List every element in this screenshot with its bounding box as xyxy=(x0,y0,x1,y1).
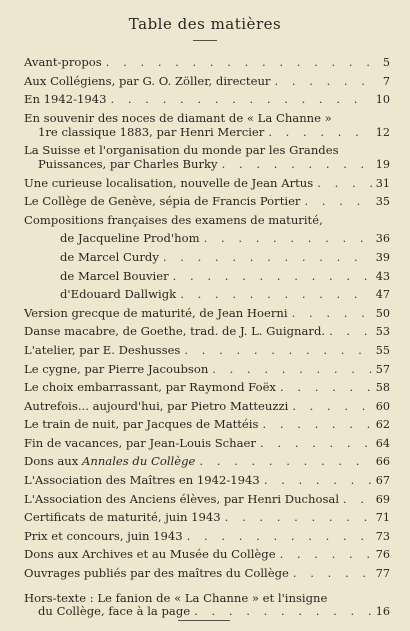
toc-entry-title: Puissances, par Charles Burky xyxy=(38,157,218,171)
page-number: 31 xyxy=(375,176,390,190)
leader-dots xyxy=(180,288,372,302)
page-number: 7 xyxy=(382,74,390,88)
leader-dots xyxy=(274,75,372,89)
toc-entry xyxy=(24,307,390,321)
page-number: 10 xyxy=(375,93,390,107)
toc-line xyxy=(24,270,390,284)
leader-dots xyxy=(173,270,372,284)
toc-entry xyxy=(24,455,390,469)
toc-entry xyxy=(24,418,390,432)
toc-line xyxy=(24,511,390,525)
leader-dots xyxy=(280,381,372,395)
toc-entry-title: Avant-propos xyxy=(24,56,102,69)
toc-entry xyxy=(24,75,390,89)
toc-entry-title: d'Edouard Dallwigk xyxy=(60,288,177,302)
toc-entry xyxy=(24,592,390,620)
bottom-rule xyxy=(178,620,230,621)
toc-entry-title: Autrefois... aujourd'hui, par Pietro Matteuzzi xyxy=(24,399,289,413)
page-number: 71 xyxy=(375,511,390,525)
page-number: 66 xyxy=(375,455,390,469)
page-number: 69 xyxy=(375,492,390,506)
toc-entry-title: Le Collège de Genève, sépia de Francis Portier xyxy=(24,195,301,209)
toc-entry xyxy=(24,56,390,70)
toc-entry-title: Aux Collégiens, par G. O. Zöller, directeur xyxy=(24,74,271,88)
leader-dots xyxy=(329,325,372,339)
toc-line xyxy=(24,177,390,191)
page-number: 47 xyxy=(375,288,390,302)
leader-dots xyxy=(292,400,371,414)
leader-dots xyxy=(225,511,372,525)
toc-entry-title: du Collège, face à la page xyxy=(38,605,191,619)
page-number: 77 xyxy=(375,567,390,581)
toc-entry xyxy=(24,567,390,581)
leader-dots xyxy=(317,177,372,191)
toc-entry xyxy=(24,344,390,358)
toc-entry-title: Certificats de maturité, juin 1943 xyxy=(24,511,221,525)
toc-entry xyxy=(24,112,390,140)
leader-dots xyxy=(163,251,372,265)
toc-entry-title: Dons aux Archives et au Musée du Collège xyxy=(24,548,276,562)
page-number: 67 xyxy=(375,474,390,488)
toc-line xyxy=(24,232,390,246)
page-number: 55 xyxy=(375,343,390,357)
leader-dots xyxy=(212,363,371,377)
toc-line xyxy=(24,363,390,377)
toc-line xyxy=(24,251,390,265)
toc-line xyxy=(24,418,390,432)
toc-entry xyxy=(24,214,390,228)
leader-dots xyxy=(199,455,371,469)
toc-line xyxy=(24,56,390,70)
toc-line xyxy=(24,455,390,469)
leader-dots xyxy=(260,437,372,451)
toc-entry-title: Prix et concours, juin 1943 xyxy=(24,529,183,543)
toc-entry xyxy=(24,474,390,488)
toc-line xyxy=(24,307,390,321)
page-number: 16 xyxy=(375,605,390,619)
toc-line xyxy=(24,214,390,228)
leader-dots xyxy=(111,93,372,107)
toc-entry xyxy=(24,177,390,191)
toc-entry xyxy=(24,232,390,246)
page-number: 60 xyxy=(375,399,390,413)
leader-dots xyxy=(106,56,372,70)
toc-entry xyxy=(24,493,390,507)
toc-entry-title: La Suisse et l'organisation du monde par les Grandes xyxy=(24,144,339,158)
leader-dots xyxy=(204,232,372,246)
leader-dots xyxy=(304,195,371,209)
toc-entry-title: En 1942-1943 xyxy=(24,93,107,107)
toc-entry xyxy=(24,195,390,209)
toc-entry-title: L'atelier, par E. Deshusses xyxy=(24,343,181,357)
page-number: 73 xyxy=(375,529,390,543)
toc-line xyxy=(24,493,390,507)
toc-entry xyxy=(24,530,390,544)
toc-entry-title: Le cygne, par Pierre Jacoubson xyxy=(24,362,209,376)
page-number: 58 xyxy=(375,381,390,395)
toc-entry-title: Version grecque de maturité, de Jean Hoerni xyxy=(24,306,288,320)
leader-dots xyxy=(343,493,372,507)
page-title: Table des matières xyxy=(128,15,282,33)
toc-line xyxy=(24,126,390,140)
page-number: 12 xyxy=(375,125,390,139)
page-number: 36 xyxy=(375,232,390,246)
leader-dots xyxy=(268,126,371,140)
toc-entry xyxy=(24,381,390,395)
toc-entry xyxy=(24,363,390,377)
toc-entry-title: L'Association des Anciens élèves, par Henri Duchosal xyxy=(24,492,340,506)
leader-dots xyxy=(293,567,372,581)
leader-dots xyxy=(184,344,371,358)
toc-entry-title: Hors-texte : Le fanion de « La Channe » et l'insigne xyxy=(24,591,328,605)
page-number: 5 xyxy=(382,56,390,69)
toc-entry-title: Compositions françaises des examens de maturité, xyxy=(24,213,323,227)
page-number: 43 xyxy=(375,269,390,283)
leader-dots xyxy=(280,548,372,562)
toc-line xyxy=(24,144,390,158)
toc-line xyxy=(24,530,390,544)
leader-dots xyxy=(187,530,372,544)
toc-line xyxy=(24,548,390,562)
toc-line xyxy=(24,93,390,107)
toc-entry xyxy=(24,548,390,562)
toc-entry xyxy=(24,400,390,414)
page-number: 19 xyxy=(375,157,390,171)
page-number: 62 xyxy=(375,418,390,432)
page-number: 35 xyxy=(375,195,390,209)
toc-line xyxy=(24,75,390,89)
toc-line xyxy=(24,567,390,581)
toc-line xyxy=(24,381,390,395)
toc-line xyxy=(24,474,390,488)
toc-line xyxy=(24,288,390,302)
toc-entry xyxy=(24,93,390,107)
toc-line xyxy=(24,344,390,358)
leader-dots xyxy=(222,158,372,172)
toc-line xyxy=(24,112,390,126)
page-number: 76 xyxy=(375,548,390,562)
page-number: 39 xyxy=(375,250,390,264)
toc-entry-title: de Marcel Bouvier xyxy=(60,269,169,283)
toc-entry-title: Dons aux Annales du Collège xyxy=(24,455,196,469)
toc-line xyxy=(24,400,390,414)
leader-dots xyxy=(262,418,371,432)
toc-entry xyxy=(24,437,390,451)
toc-entry-title: 1re classique 1883, par Henri Mercier xyxy=(38,125,265,139)
leader-dots xyxy=(292,307,372,321)
toc-entry-title: Fin de vacances, par Jean-Louis Schaer xyxy=(24,436,256,450)
toc-line xyxy=(24,437,390,451)
toc-entry xyxy=(24,270,390,284)
toc-line xyxy=(24,592,390,606)
table-of-contents xyxy=(24,56,390,624)
toc-entry-title: de Jacqueline Prod'hom xyxy=(60,232,200,246)
toc-entry-title: En souvenir des noces de diamant de « La Channe » xyxy=(24,111,332,125)
toc-entry xyxy=(24,288,390,302)
toc-entry xyxy=(24,325,390,339)
toc-line xyxy=(24,195,390,209)
title-rule xyxy=(193,40,217,41)
toc-entry-title: Ouvrages publiés par des maîtres du Collège xyxy=(24,567,289,581)
toc-line xyxy=(24,158,390,172)
toc-entry-title: Danse macabre, de Goethe, trad. de J. L. Guignard. xyxy=(24,325,326,339)
toc-entry xyxy=(24,511,390,525)
leader-dots xyxy=(194,605,372,619)
toc-entry-title: Le train de nuit, par Jacques de Mattéis xyxy=(24,418,259,432)
page-number: 57 xyxy=(375,362,390,376)
toc-entry-title: Une curieuse localisation, nouvelle de Jean Artus xyxy=(24,176,314,190)
toc-entry xyxy=(24,251,390,265)
toc-line xyxy=(24,605,390,619)
page-number: 50 xyxy=(375,306,390,320)
leader-dots xyxy=(264,474,372,488)
toc-entry-title: L'Association des Maîtres en 1942-1943 xyxy=(24,474,260,488)
page-number: 64 xyxy=(375,436,390,450)
page-number: 53 xyxy=(375,325,390,339)
toc-entry-title: de Marcel Curdy xyxy=(60,250,159,264)
toc-entry-title: Le choix embarrassant, par Raymond Foëx xyxy=(24,381,276,395)
toc-entry xyxy=(24,144,390,172)
toc-line xyxy=(24,325,390,339)
